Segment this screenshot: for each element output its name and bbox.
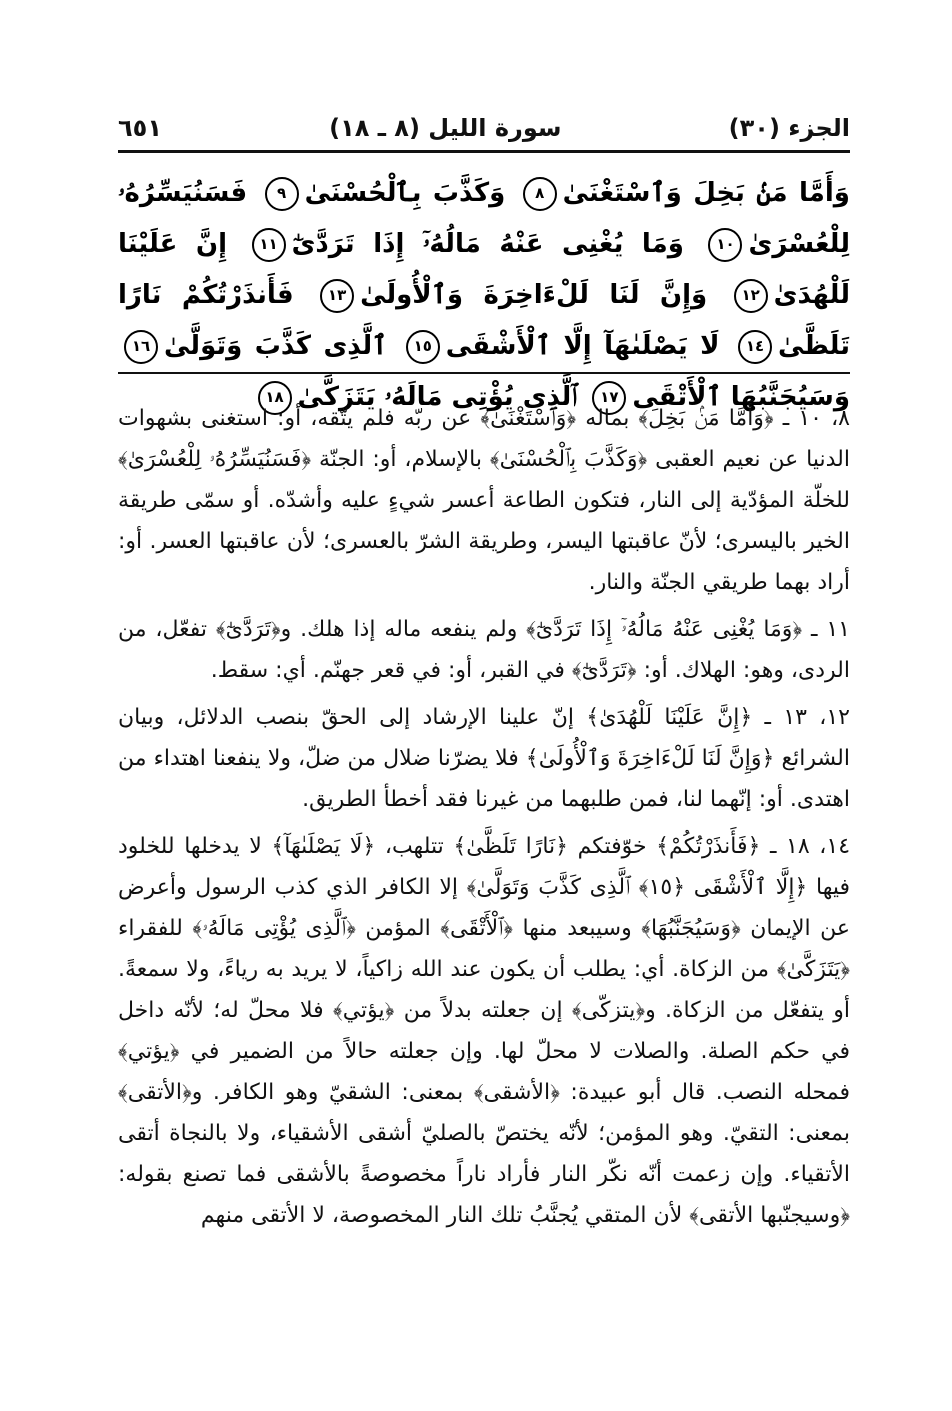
verse-number-marker: ١٠	[708, 228, 742, 262]
verse-text: وَإِنَّ لَنَا لَلْءَاخِرَةَ وَٱلْأُولَىٰ	[360, 280, 708, 310]
verse-number-marker: ٩	[265, 177, 299, 211]
verses-divider	[118, 372, 850, 374]
verse-number-marker: ١٥	[406, 330, 440, 364]
verse-text: ٱلَّذِى يُؤْتِى مَالَهُۥ يَتَزَكَّىٰ	[297, 382, 578, 412]
verse-number-marker: ٨	[523, 177, 557, 211]
verse-text: إِنَّ عَلَيْنَا لَلْهُدَىٰ	[118, 229, 851, 310]
verse-number-marker: ١٧	[592, 381, 626, 415]
commentary-paragraph: ١٢، ١٣ ـ ﴿إِنَّ عَلَيْنَا لَلْهُدَىٰ﴾ إنّ علينا الإرشاد إلى الحقّ بنصب الدلائل، وبيان الشرائع ﴿وَإِنَّ لَنَا لَلْءَاخِرَةَ وَٱلْأُولَىٰ﴾ فلا يضرّنا ضلال من ضلّ، ولا ينفعنا اهتداء من اهتدى. أو: إنّهما لنا، فمن طلبهما من غيرنا فقد أخطأ الطريق.	[118, 705, 850, 812]
page-number: ٦٥١	[118, 114, 162, 142]
verse-text: وَسَيُجَنَّبُهَا ٱلْأَتْقَى	[632, 382, 850, 412]
juz-label: الجزء (٣٠)	[728, 114, 850, 142]
page-header	[118, 108, 850, 148]
commentary-paragraph: ٨، ١٠ ـ ﴿وَأَمَّا مَنۢ بَخِلَ﴾ بماله ﴿وَٱسْتَغْنَىٰ﴾ عن ربّه فلم يتّقه، أو: استغنى بشهوات الدنيا عن نعيم العقبى ﴿وَكَذَّبَ بِٱلْحُسْنَىٰ﴾ بالإسلام، أو: الجنّة ﴿فَسَنُيَسِّرُهُۥ لِلْعُسْرَىٰ﴾ للخلّة المؤدّية إلى النار، فتكون الطاعة أعسر شيءٍ عليه وأشدّه. أو سمّى طريقة الخير باليسرى؛ لأنّ عاقبتها اليسر، وطريقة الشرّ بالعسرى؛ لأن عاقبتها العسر. أو: أراد بهما طريقي الجنّة والنار.	[118, 406, 850, 595]
verse-number-marker: ١١	[252, 228, 286, 262]
verse-number-marker: ١٦	[124, 330, 158, 364]
verse-number-marker: ١٢	[734, 279, 768, 313]
verse-number-marker: ١٨	[258, 381, 292, 415]
verse-text: فَسَنُيَسِّرُهُۥ لِلْعُسْرَىٰ	[118, 178, 850, 259]
verse-text: وَأَمَّا مَنۢ بَخِلَ وَٱسْتَغْنَىٰ	[562, 178, 850, 208]
verse-text: وَكَذَّبَ بِٱلْحُسْنَىٰ	[304, 178, 506, 208]
quran-verses-block	[118, 168, 851, 412]
verse-text: لَا يَصْلَىٰهَآ إِلَّا ٱلْأَشْقَى	[445, 331, 720, 361]
verse-text: وَمَا يُغْنِى عَنْهُ مَالُهُۥٓ إِذَا تَرَدَّىٰٓ	[291, 229, 684, 259]
commentary-paragraph: ١٤، ١٨ ـ ﴿فَأَنذَرْتُكُمْ﴾ خوّفتكم ﴿نَارًا تَلَظَّىٰ﴾ تتلهب، ﴿لَا يَصْلَىٰهَآ﴾ لا يدخلها للخلود فيها ﴿إِلَّا ٱلْأَشْقَى ﴿١٥﴾ ٱلَّذِى كَذَّبَ وَتَوَلَّىٰ﴾ إلا الكافر الذي كذب الرسول وأعرض عن الإيمان ﴿وَسَيُجَنَّبُهَا﴾ وسيبعد منها ﴿ٱلْأَتْقَى﴾ المؤمن ﴿ٱلَّذِى يُؤْتِى مَالَهُۥ﴾ للفقراء ﴿يَتَزَكَّىٰ﴾ من الزكاة. أي: يطلب أن يكون عند الله زاكياً، لا يريد به رياءً، ولا سمعةً. أو يتفعّل من الزكاة. و﴿يتزكّى﴾ إن جعلته بدلاً من ﴿يؤتي﴾ فلا محلّ له؛ لأنّه داخل في حكم الصلة. والصلات لا محلّ لها. وإن جعلته حالاً من الضمير في ﴿يؤتي﴾ فمحله النصب. قال أبو عبيدة: ﴿الأشقى﴾ بمعنى: الشقيّ وهو الكافر. و﴿الأتقى﴾ بمعنى: التقيّ. وهو المؤمن؛ لأنّه يختصّ بالصليّ أشقى الأشقياء، ولا بالنجاة أتقى الأتقياء. وإن زعمت أنّه نكّر النار فأراد ناراً مخصوصةً بالأشقى فما تصنع بقوله: ﴿وسيجنّبها الأتقى﴾ لأن المتقي يُجنَّبُ تلك النار المخصوصة، لا الأتقى منهم	[118, 834, 851, 1228]
verse-text: فَأَنذَرْتُكُمْ نَارًا تَلَظَّىٰ	[118, 280, 850, 361]
tafsir-commentary	[118, 398, 850, 1242]
verse-text: ٱلَّذِى كَذَّبَ وَتَوَلَّىٰ	[164, 331, 388, 361]
surah-title: سورة الليل (٨ ـ ١٨)	[329, 114, 562, 142]
header-divider	[118, 150, 850, 153]
verse-number-marker: ١٣	[320, 279, 354, 313]
commentary-paragraph: ١١ ـ ﴿وَمَا يُغْنِى عَنْهُ مَالُهُۥٓ إِذَا تَرَدَّىٰٓ﴾ ولم ينفعه ماله إذا هلك. و﴿تَرَدَّىٰٓ﴾ تفعّل، من الردى، وهو: الهلاك. أو: ﴿تَرَدَّىٰٓ﴾ في القبر، أو: في قعر جهنّم. أي: سقط.	[118, 617, 850, 683]
verse-number-marker: ١٤	[738, 330, 772, 364]
